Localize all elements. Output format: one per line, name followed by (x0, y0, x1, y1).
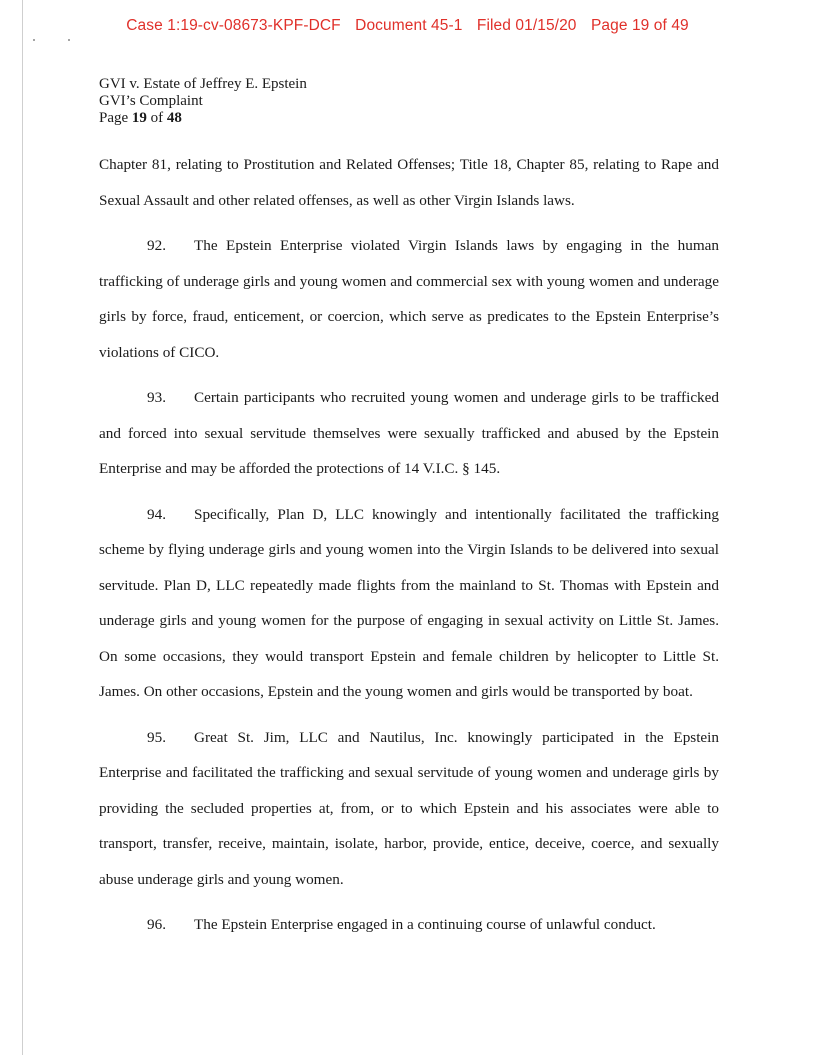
scan-margin-line (22, 0, 23, 1055)
page-indicator: Page 19 of 49 (590, 17, 689, 34)
paragraph-95 (99, 720, 719, 898)
paragraph-number: 94. (147, 505, 166, 523)
page-of: of (146, 110, 167, 126)
scan-speck (33, 39, 35, 41)
page-prefix: Page (99, 110, 132, 126)
paragraph-93 (99, 380, 719, 487)
paragraph-number: 96. (147, 916, 166, 933)
case-number: Case 1:19-cv-08673-KPF-DCF (126, 17, 341, 34)
paragraph-text: Specifically, Plan D, LLC knowingly and intentionally facilitated the trafficking scheme by flying underage girls and young women into the Virgin Islands to be delivered into sexual servitude. Plan D, LLC repeatedly made flights from the mainland to St. Thomas with Epstein and underage girls and young women for the purpose of engaging in sexual activity on Little St. James. On some occasions, they would transport Epstein and female children by helicopter to Little St. James. On other occasions, Epstein and the young women and girls would be transported by boat. (99, 505, 719, 700)
paragraph-number: 93. (147, 389, 166, 406)
paragraph-text: The Epstein Enterprise violated Virgin Islands laws by engaging in the human trafficking of underage girls and young women and commercial sex with young women and underage girls by force, fraud, enticement, or coercion, which serve as predicates to the Epstein Enterprise’s violations of CICO. (99, 237, 719, 361)
document-body (99, 147, 719, 953)
filed-date: Filed 01/15/20 (476, 17, 577, 34)
page-number: 19 (131, 110, 147, 126)
case-header (0, 17, 815, 35)
paragraph-92 (99, 228, 719, 370)
paragraph-94 (99, 497, 719, 710)
paragraph-text: The Epstein Enterprise engaged in a continuing course of unlawful conduct. (194, 916, 656, 933)
caption-page-line (99, 110, 307, 127)
document-number: Document 45-1 (355, 17, 463, 34)
paragraph-text: Certain participants who recruited young women and underage girls to be trafficked and forced into sexual servitude themselves were sexually trafficked and abused by the Epstein Enterprise and may be afforded the protections of 14 V.I.C. § 145. (99, 389, 719, 477)
paragraph-number: 92. (147, 237, 166, 254)
paragraph-continuation: Chapter 81, relating to Prostitution and Related Offenses; Title 18, Chapter 85, relating to Rape and Sexual Assault and other related offenses, as well as other Virgin Islands laws. (99, 156, 719, 209)
caption-case-title: GVI v. Estate of Jeffrey E. Epstein (99, 76, 307, 92)
caption-document-title: GVI’s Complaint (99, 93, 203, 109)
paragraph-96 (99, 907, 719, 943)
scan-speck (68, 39, 70, 41)
paragraph-number: 95. (147, 728, 166, 746)
page-total: 48 (166, 110, 182, 126)
document-caption (99, 76, 307, 127)
paragraph-text: Great St. Jim, LLC and Nautilus, Inc. knowingly participated in the Epstein Enterprise and facilitated the trafficking and sexual servitude of young women and underage girls by providing the secluded properties at, from, or to which Epstein and his associates were able to transport, transfer, receive, maintain, isolate, harbor, provide, entice, deceive, coerce, and sexually abuse underage girls and young women. (99, 728, 719, 888)
